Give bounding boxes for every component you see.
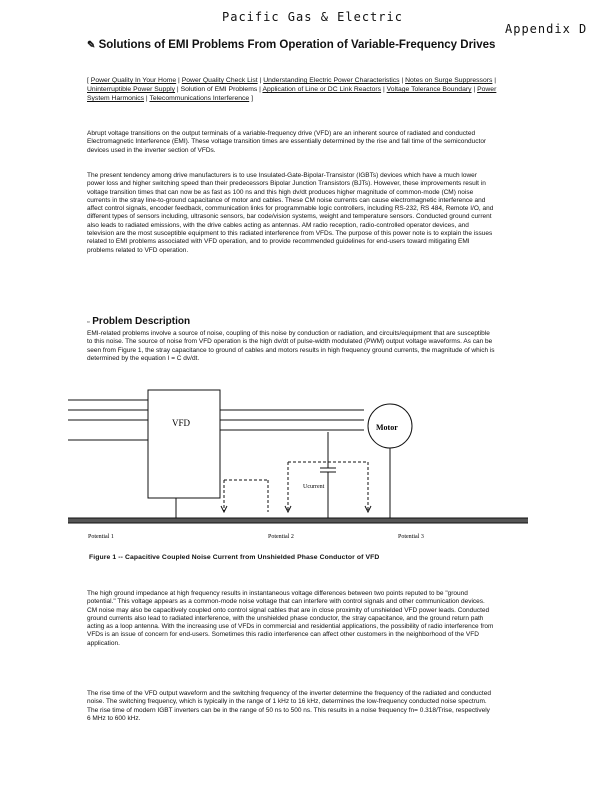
- nav-separator: |: [399, 77, 406, 84]
- nav-link-telecom[interactable]: Telecommunications Interference: [149, 95, 250, 102]
- nav-separator: |: [175, 86, 181, 93]
- rise-time-paragraph: The rise time of the VFD output waveform and the switching frequency of the inverter determine the frequency of the radiated and conducted noise. The switching frequency, which is typically in the range of 1 kHz to 16 kHz, determines the low-frequency conducted noise spectrum. The rise time of modern IGBT inverters can be in the range of 50 ns to 500 ns. This results in a noise frequency fn= 0.318/Trise, respectively 6 MHz to 600 kHz.: [87, 690, 491, 722]
- nav-separator: |: [176, 77, 182, 84]
- problem-heading: [87, 316, 190, 327]
- nav-link-power-quality-home[interactable]: Power Quality In Your Home: [90, 77, 177, 84]
- nav-link-electric-characteristics[interactable]: Understanding Electric Power Characteristics: [263, 77, 400, 84]
- appendix-label: Appendix D: [505, 22, 588, 36]
- nav-separator: |: [257, 86, 263, 93]
- current-label: Ucurrent: [303, 484, 325, 490]
- nav-link-surge-suppressors[interactable]: Notes on Surge Suppressors: [405, 77, 493, 84]
- motor-label: Motor: [376, 423, 398, 432]
- nav-separator: |: [381, 86, 387, 93]
- vfd-box: [148, 390, 220, 498]
- nav-close-bracket: ]: [249, 95, 253, 102]
- potential-3-label: Potential 3: [398, 534, 424, 540]
- figure-caption: Figure 1 -- Capacitive Coupled Noise Current from Unshielded Phase Conductor of VFD: [89, 554, 380, 561]
- page-title: [87, 38, 497, 53]
- potential-1-label: Potential 1: [88, 534, 114, 540]
- nav-link-voltage-tolerance[interactable]: Voltage Tolerance Boundary: [386, 86, 472, 93]
- company-header: Pacific Gas & Electric: [222, 10, 403, 24]
- nav-open-bracket: [: [87, 77, 91, 84]
- nav-link-ups[interactable]: Uninterruptible Power Supply: [87, 86, 176, 93]
- page-title-text: Solutions of EMI Problems From Operation of Variable-Frequency Drives: [98, 39, 496, 51]
- nav-link-harmonics[interactable]: Power System Harmonics: [87, 86, 497, 102]
- problem-paragraph: EMI-related problems involve a source of noise, coupling of this noise by conduction or radiation, and circuits/equipment that are susceptible to this noise. The source of noise from VFD operation is the high dv/dt of pulse-width modulated (PWM) output voltage waveforms. As can be seen from Figure 1, the stray capacitance to ground of cables and motors results in high frequency ground currents, the magnitude of which is determined by the equation I = C dv/dt.: [87, 330, 495, 362]
- figure-1-diagram: [68, 382, 528, 542]
- nav-separator: |: [471, 86, 478, 93]
- igbt-paragraph: The present tendency among drive manufacturers is to use Insulated-Gate-Bipolar-Transistor (IGBTs) devices which have a much lower power loss and higher switching speed than their predecessors Bipolar Junction Transistors (BJTs). However, these improvements result in voltage transition times that can now be as fast as 100 ns and this high dv/dt produces higher magnitude of common-mode (CM) noise currents in the stray line-to-ground capacitance of motor and cables. These CM noise currents can cause electromagnetic interference and affect control signals, encoder feedback, communication links for programmable logic controllers, including RS-232, RS 484, Remote I/O, and different types of sensors including, ultrasonic sensors, bar code/vision systems, weight and temperature sensors. Conducted ground current also leads to radiated emissions, with the drive cables acting as antennas. AM radio reception, radio-controlled operator devices, and television are the most susceptible equipment to this radiated interference from VFDs. The purpose of this power note is to explain the issues related to EMI problems associated with VFD operation, and to provide recommended guidelines for end-users toward mitigating EMI problems related to VFD operation.: [87, 172, 494, 254]
- document-icon: ✎: [87, 40, 96, 51]
- nav-separator: |: [257, 77, 264, 84]
- ground-impedance-paragraph: The high ground impedance at high frequency results in instantaneous voltage differences between two points reputed to be "ground potential." This voltage appears as a common-mode noise voltage that can interfere with control signals and other communication devices. CM noise may also be capacitively coupled onto control signal cables that are in close proximity of unshielded VFD power leads. Conducted ground currents also lead to radiated interference, with the unshielded phase conductor, the stray capacitance, and the ground return path acting as a loop antenna. With the increasing use of VFDs in commercial and residential applications, the possibility of radio interference from VFDs is an issue of concern for end-users. Sometimes this radio interference can affect other customers in the neighborhood of the VFD application.: [87, 590, 494, 647]
- vfd-label: VFD: [172, 418, 191, 428]
- intro-paragraph: Abrupt voltage transitions on the output terminals of a variable-frequency drive (VFD) are an inherent source of radiated and conducted Electromagnetic Interference (EMI). These voltage transition times are essentially determined by the rise and fall time of the semiconductor devices used in the inverter section of VFDs.: [87, 130, 487, 154]
- heading-bullet-icon: ▫: [87, 319, 90, 326]
- nav-separator: |: [144, 95, 150, 102]
- nav-link-reactors[interactable]: Application of Line or DC Link Reactors: [262, 86, 382, 93]
- nav-links: [87, 76, 497, 103]
- nav-link-check-list[interactable]: Power Quality Check List: [181, 77, 258, 84]
- nav-current-emi: Solution of EMI Problems: [180, 86, 258, 93]
- ground-plane: [68, 518, 528, 523]
- potential-2-label: Potential 2: [268, 534, 294, 540]
- problem-heading-text: Problem Description: [92, 316, 191, 327]
- nav-separator: |: [492, 77, 497, 84]
